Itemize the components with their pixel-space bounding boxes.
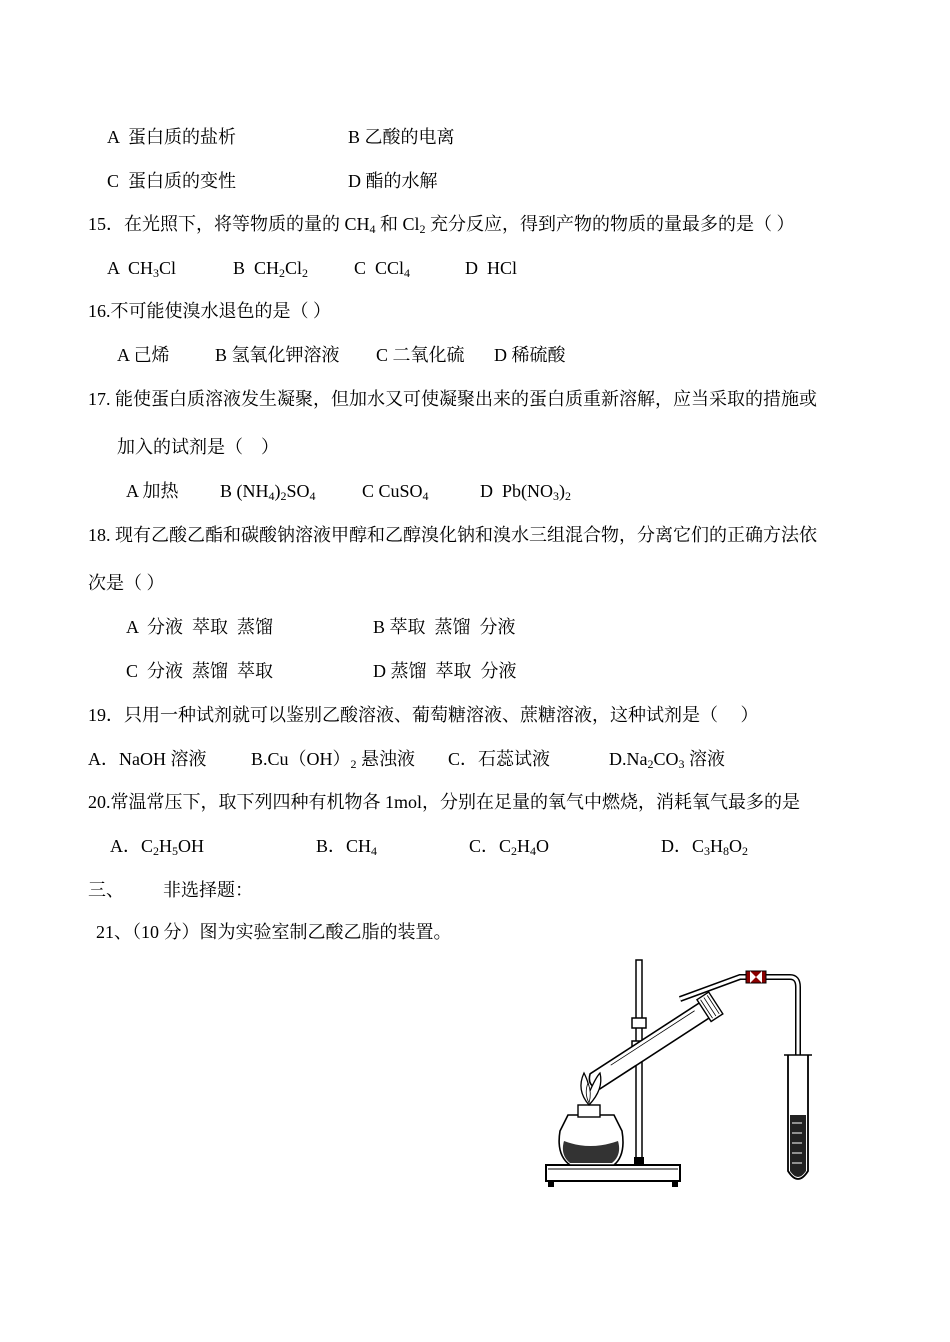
q18-option-d: D 蒸馏 萃取 分液 [373,661,517,681]
q18-option-c: C 分液 蒸馏 萃取 [126,661,274,681]
section3-title: 非选择题： [163,880,253,900]
q17-option-b: B $(NH_4)_2SO_4$ [220,481,316,503]
q14-option-c: C 蛋白质的变性 [107,171,237,191]
upper-clamp [632,1018,646,1028]
q20-option-b: B．$CH_4$ [316,836,378,858]
q18-stem-line2: 次是（ ） [88,573,165,593]
q20-option-c: C．$C_2H_4O$ [469,836,550,858]
q19-option-c: C．石蕊试液 [448,749,551,769]
q14-option-d: D 酯的水解 [348,171,438,191]
q15-option-c: C CCl$_4$ [354,258,411,280]
q16-option-d: D 稀硫酸 [494,345,566,365]
q17-option-a: A 加热 [126,481,179,501]
stand-foot-left [548,1181,554,1187]
q15-option-a: A $CH_3Cl$ [107,258,177,280]
q16-option-a: A 己烯 [117,345,170,365]
q17-stem-line1: 17. 能使蛋白质溶液发生凝聚，但加水又可使凝聚出来的蛋白质重新溶解，应当采取的措施或 [88,389,817,409]
q19-option-b: $B.Cu(OH)_2$ 悬浊液 [251,749,416,771]
q20-option-a: A．$C_2H_5OH$ [110,836,205,858]
q18-option-a: A 分液 萃取 蒸馏 [126,617,274,637]
q15-option-b: B $CH_2Cl_2$ [233,258,309,280]
q19-option-d: $D.Na_2CO_3$ 溶液 [609,749,726,771]
lamp-neck [578,1105,600,1117]
reaction-tube [584,992,723,1095]
q14-option-b: B 乙酸的电离 [348,127,455,147]
q17-option-c: C CuSO$_4$ [362,481,429,503]
q16-option-b: B 氢氧化钾溶液 [215,345,340,365]
q20-option-d: D．$C_3H_8O_2$ [661,836,749,858]
q16-stem: 16.不可能使溴水退色的是（ ） [88,301,331,321]
collected-liquid [790,1115,806,1177]
section3-number: 三、 [88,880,124,900]
q20-stem: 20.常温常压下，取下列四种有机物各 1mol，分别在足量的氧气中燃烧，消耗氧气最多的是 [88,792,800,812]
q17-stem-line2: 加入的试剂是（ ） [117,437,279,457]
q17-option-d: D $Pb(NO_3)_2$ [480,481,572,503]
q21-stem: 21、（10 分）图为实验室制乙酸乙脂的装置。 [96,922,452,942]
q18-option-b: B 萃取 蒸馏 分液 [373,617,516,637]
stand-base [546,1165,680,1181]
q18-stem-line1: 18. 现有乙酸乙酯和碳酸钠溶液甲醇和乙醇溴化钠和溴水三组混合物，分离它们的正确方法依 [88,525,817,545]
rod-foot [634,1157,644,1165]
q19-stem: 19．只用一种试剂就可以鉴别乙酸溶液、葡萄糖溶液、蔗糖溶液，这种试剂是（ ） [88,705,759,725]
stand-foot-right [672,1181,678,1187]
q15-stem: 15．在光照下，将等物质的量的 $CH_4$ 和 $Cl_2$ 充分反应，得到产物的物质的量最多的是（ ） [88,214,795,236]
q16-option-c: C 二氧化硫 [376,345,465,365]
q15-option-d: D HCl [465,258,518,278]
q14-option-a: A 蛋白质的盐析 [107,127,237,147]
ester-preparation-apparatus [540,955,820,1195]
q19-option-a: A．NaOH 溶液 [88,749,207,769]
